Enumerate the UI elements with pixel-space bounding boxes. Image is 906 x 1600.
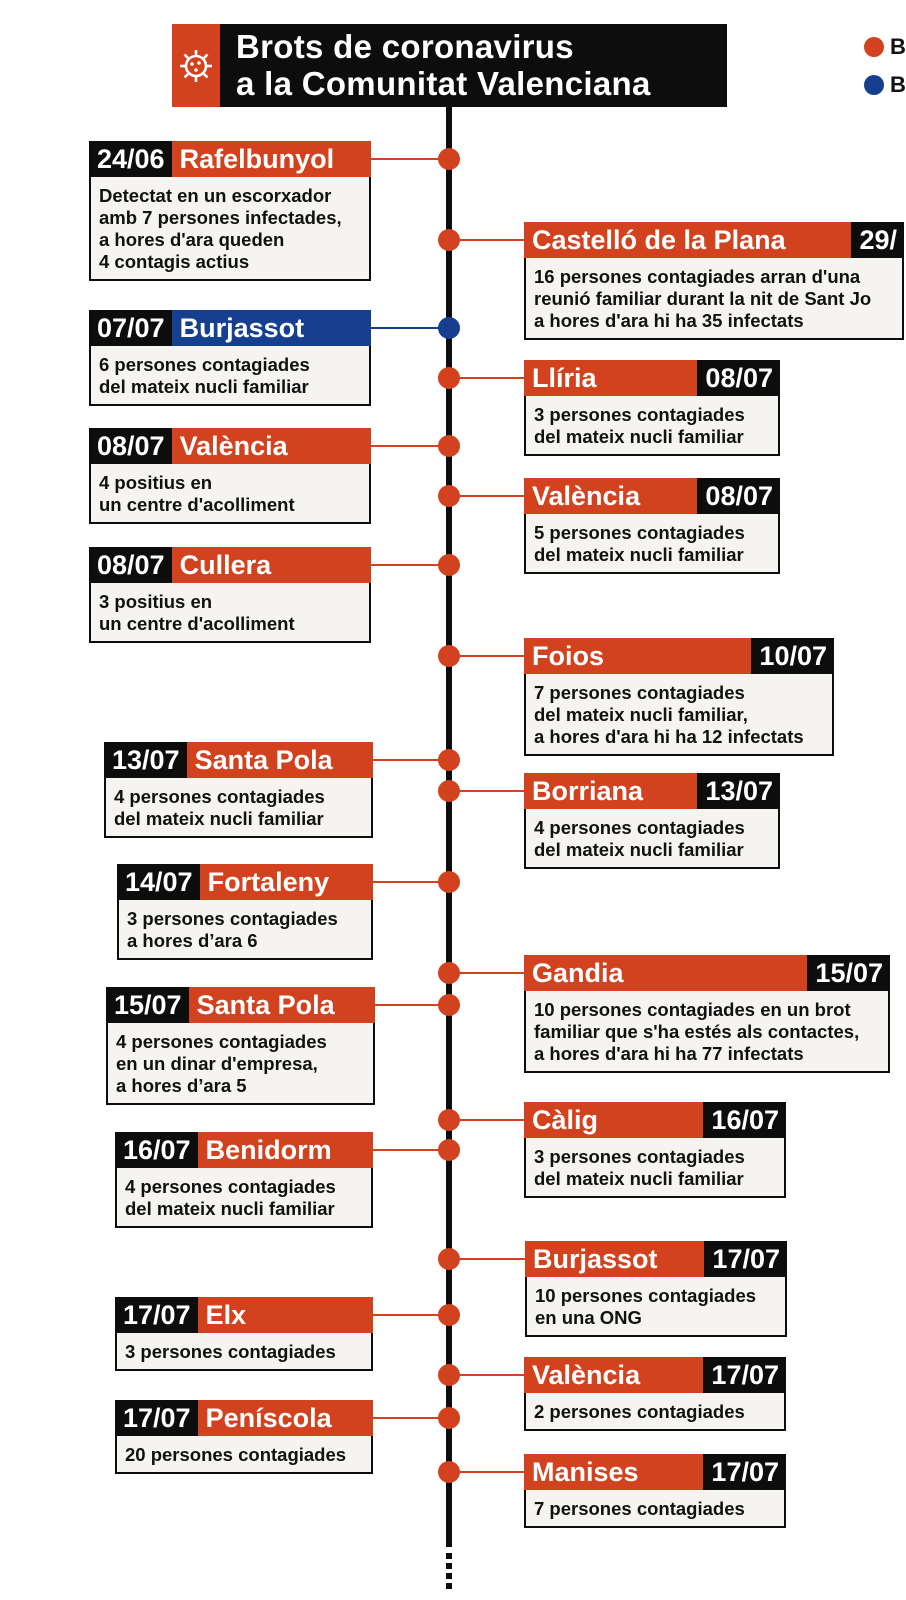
entry-description: Detectat en un escorxador amb 7 persones infectades, a hores d'ara queden 4 contagis actius: [89, 177, 371, 281]
entry-place: València: [524, 478, 697, 514]
entry-description: 4 persones contagiades del mateix nucli familiar: [524, 809, 780, 869]
entry-description: 10 persones contagiades en una ONG: [525, 1277, 787, 1337]
timeline-continuation-dot: [446, 1563, 452, 1569]
entry-description: 4 persones contagiades del mateix nucli familiar: [115, 1168, 373, 1228]
timeline-connector: [449, 1471, 524, 1473]
entry-header: [104, 742, 373, 778]
timeline-marker: [438, 485, 460, 507]
timeline-connector: [449, 972, 524, 974]
timeline-marker: [438, 367, 460, 389]
entry-date: 29/: [851, 222, 904, 258]
title-line-1: Brots de coronavirus: [236, 28, 574, 65]
entry-place: Santa Pola: [189, 987, 375, 1023]
outbreak-entry: [106, 987, 375, 1105]
entry-header: [89, 310, 371, 346]
legend-item-orange: [864, 34, 906, 60]
entry-date: 24/06: [89, 141, 172, 177]
entry-description: 16 persones contagiades arran d'una reunió familiar durant la nit de Sant Jo a hores d'ara hi ha 35 infectats: [524, 258, 904, 340]
timeline-marker: [438, 871, 460, 893]
timeline-marker: [438, 148, 460, 170]
entry-place: Borriana: [524, 773, 697, 809]
entry-header: [106, 987, 375, 1023]
entry-date: 17/07: [703, 1357, 786, 1393]
timeline-marker: [438, 645, 460, 667]
outbreak-entry: [115, 1400, 373, 1474]
entry-description: 5 persones contagiades del mateix nucli familiar: [524, 514, 780, 574]
timeline-connector: [449, 495, 524, 497]
timeline-connector: [449, 655, 524, 657]
entry-place: Gandia: [524, 955, 807, 991]
timeline-marker: [438, 1109, 460, 1131]
entry-place: Llíria: [524, 360, 697, 396]
entry-description: 3 positius en un centre d'acolliment: [89, 583, 371, 643]
entry-header: [115, 1400, 373, 1436]
outbreak-entry: [524, 1102, 786, 1198]
timeline-marker: [438, 317, 460, 339]
entry-place: València: [172, 428, 371, 464]
outbreak-entry: [524, 638, 834, 756]
entry-header: [117, 864, 373, 900]
entry-header: [115, 1132, 373, 1168]
entry-place: Peníscola: [198, 1400, 373, 1436]
entry-date: 16/07: [115, 1132, 198, 1168]
timeline-marker: [438, 962, 460, 984]
entry-date: 08/07: [89, 547, 172, 583]
timeline-connector: [449, 790, 524, 792]
outbreak-entry: [89, 141, 371, 281]
legend-label-blue: B: [890, 72, 906, 97]
entry-description: 10 persones contagiades en un brot familiar que s'ha estés als contactes, a hores d'ara hi ha 77 infectats: [524, 991, 890, 1073]
entry-date: 16/07: [703, 1102, 786, 1138]
entry-date: 08/07: [697, 478, 780, 514]
entry-header: [524, 478, 780, 514]
entry-header: [89, 428, 371, 464]
entry-date: 17/07: [115, 1400, 198, 1436]
outbreak-entry: [89, 310, 371, 406]
timeline-marker: [438, 994, 460, 1016]
entry-place: València: [524, 1357, 703, 1393]
entry-header: [524, 1357, 786, 1393]
outbreak-entry: [524, 955, 890, 1073]
timeline-marker: [438, 1407, 460, 1429]
entry-description: 4 positius en un centre d'acolliment: [89, 464, 371, 524]
timeline-connector: [449, 1258, 525, 1260]
entry-description: 3 persones contagiades a hores d’ara 6: [117, 900, 373, 960]
entry-description: 6 persones contagiades del mateix nucli familiar: [89, 346, 371, 406]
entry-description: 20 persones contagiades: [115, 1436, 373, 1474]
outbreak-entry: [89, 428, 371, 524]
timeline-continuation-dot: [446, 1573, 452, 1579]
entry-place: Castelló de la Plana: [524, 222, 851, 258]
timeline-connector: [449, 1119, 524, 1121]
entry-header: [524, 1454, 786, 1490]
entry-date: 13/07: [697, 773, 780, 809]
timeline-marker: [438, 780, 460, 802]
legend-label-orange: B: [890, 34, 906, 59]
entry-date: 08/07: [89, 428, 172, 464]
timeline-connector: [449, 377, 524, 379]
outbreak-entry: [115, 1297, 373, 1371]
entry-place: Foios: [524, 638, 751, 674]
virus-icon: [172, 24, 220, 107]
entry-header: [524, 222, 904, 258]
entry-date: 08/07: [697, 360, 780, 396]
timeline-connector: [449, 1374, 524, 1376]
entry-place: Manises: [524, 1454, 703, 1490]
entry-place: Benidorm: [198, 1132, 373, 1168]
outbreak-entry: [117, 864, 373, 960]
outbreak-entry: [524, 1357, 786, 1431]
entry-header: [89, 547, 371, 583]
entry-header: [524, 638, 834, 674]
entry-header: [524, 773, 780, 809]
legend-dot-orange: [864, 37, 884, 57]
entry-date: 15/07: [807, 955, 890, 991]
entry-description: 4 persones contagiades en un dinar d'empresa, a hores d’ara 5: [106, 1023, 375, 1105]
outbreak-entry: [89, 547, 371, 643]
entry-date: 14/07: [117, 864, 200, 900]
entry-description: 3 persones contagiades: [115, 1333, 373, 1371]
entry-header: [89, 141, 371, 177]
entry-date: 10/07: [751, 638, 834, 674]
entry-header: [524, 1102, 786, 1138]
timeline-marker: [438, 229, 460, 251]
timeline-marker: [438, 1461, 460, 1483]
entry-header: [115, 1297, 373, 1333]
entry-header: [525, 1241, 787, 1277]
entry-date: 17/07: [703, 1454, 786, 1490]
outbreak-entry: [524, 1454, 786, 1528]
title-banner: [172, 24, 727, 107]
entry-place: Rafelbunyol: [172, 141, 371, 177]
entry-description: 3 persones contagiades del mateix nucli familiar: [524, 396, 780, 456]
entry-header: [524, 955, 890, 991]
outbreak-entry: [524, 478, 780, 574]
entry-date: 15/07: [106, 987, 189, 1023]
title-line-2: a la Comunitat Valenciana: [236, 65, 651, 102]
entry-description: 2 persones contagiades: [524, 1393, 786, 1431]
outbreak-entry: [524, 222, 904, 340]
entry-date: 17/07: [704, 1241, 787, 1277]
timeline-marker: [438, 749, 460, 771]
outbreak-entry: [104, 742, 373, 838]
entry-place: Fortaleny: [200, 864, 373, 900]
entry-place: Cullera: [172, 547, 371, 583]
timeline-connector: [449, 239, 524, 241]
entry-description: 7 persones contagiades: [524, 1490, 786, 1528]
timeline-continuation-dot: [446, 1583, 452, 1589]
timeline-marker: [438, 435, 460, 457]
entry-place: Santa Pola: [187, 742, 373, 778]
entry-description: 3 persones contagiades del mateix nucli familiar: [524, 1138, 786, 1198]
timeline-marker: [438, 1304, 460, 1326]
entry-place: Elx: [198, 1297, 373, 1333]
outbreak-entry: [525, 1241, 787, 1337]
entry-date: 13/07: [104, 742, 187, 778]
entry-header: [524, 360, 780, 396]
timeline-continuation-dot: [446, 1553, 452, 1559]
entry-place: Burjassot: [172, 310, 371, 346]
entry-date: 17/07: [115, 1297, 198, 1333]
entry-place: Càlig: [524, 1102, 703, 1138]
timeline-marker: [438, 554, 460, 576]
page-title: [220, 24, 651, 107]
outbreak-entry: [524, 773, 780, 869]
outbreak-entry: [115, 1132, 373, 1228]
entry-date: 07/07: [89, 310, 172, 346]
legend-dot-blue: [864, 75, 884, 95]
timeline-marker: [438, 1139, 460, 1161]
entry-description: 4 persones contagiades del mateix nucli familiar: [104, 778, 373, 838]
timeline-marker: [438, 1364, 460, 1386]
entry-description: 7 persones contagiades del mateix nucli familiar, a hores d'ara hi ha 12 infectats: [524, 674, 834, 756]
legend-item-blue: [864, 72, 906, 98]
entry-place: Burjassot: [525, 1241, 704, 1277]
outbreak-entry: [524, 360, 780, 456]
timeline-marker: [438, 1248, 460, 1270]
